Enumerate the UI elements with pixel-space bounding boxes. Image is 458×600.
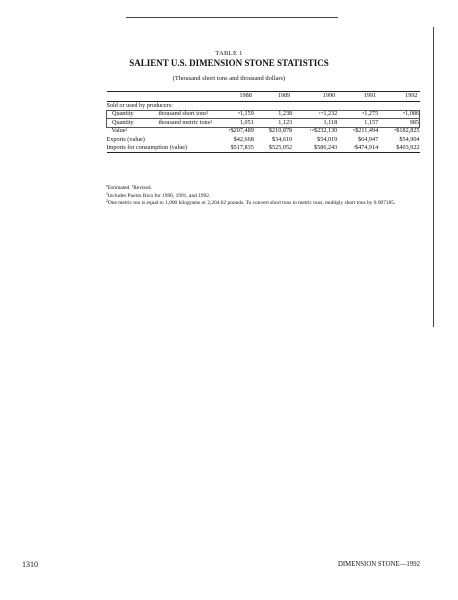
table-cell: $^e$\$182,825 bbox=[394, 127, 420, 135]
table-cell: $54,904 bbox=[399, 135, 420, 143]
section-label: Sold or used by producers: bbox=[106, 101, 173, 109]
table-cell: 1,157 bbox=[337, 119, 378, 128]
table-cell: $^r$\$474,914 bbox=[337, 144, 378, 153]
table-cell: 1,238 bbox=[254, 110, 292, 119]
table-cell: $586,243 bbox=[292, 144, 337, 153]
header-blank bbox=[107, 92, 213, 102]
year-header: 1990 bbox=[292, 92, 337, 102]
table-row bbox=[107, 144, 420, 153]
table-cell: $^e$\$211,494 bbox=[353, 127, 379, 135]
row-label: Quantity bbox=[107, 119, 159, 128]
table-cell: $525,052 bbox=[254, 144, 292, 153]
row-unit: thousand metric tons$^2$ bbox=[158, 118, 213, 126]
table-row bbox=[107, 110, 420, 119]
table-cell: $^e$1,159 bbox=[213, 110, 254, 119]
table-cell: $64,947 bbox=[358, 135, 379, 143]
table-cell: $^e$\$207,489 bbox=[228, 127, 254, 135]
table-cell: 1,051 bbox=[213, 119, 254, 128]
footnote: $^e$Estimated. $^r$Revised. bbox=[106, 184, 152, 191]
table-cell: $517,835 bbox=[213, 144, 254, 153]
top-rule bbox=[126, 17, 338, 18]
table-cell: $^e$1,086 bbox=[378, 110, 419, 119]
table-header-row bbox=[107, 92, 420, 102]
table-label: TABLE 1 bbox=[215, 50, 243, 57]
table-cell: $42,668 bbox=[233, 135, 254, 143]
year-header: 1988 bbox=[213, 92, 254, 102]
table-cell: $^{r e}$\$232,130 bbox=[309, 127, 338, 135]
section-row bbox=[107, 102, 420, 111]
right-margin-rule bbox=[433, 27, 434, 327]
footnote: $^1$Includes Puerto Rico for 1990, 1991, and 1992. bbox=[106, 191, 211, 199]
row-label: Exports (value) bbox=[106, 135, 145, 143]
year-header: 1991 bbox=[337, 92, 378, 102]
row-label: Imports for consumption (value) bbox=[107, 144, 213, 153]
table-row bbox=[107, 119, 420, 128]
table-cell: $210,878 bbox=[268, 127, 293, 135]
year-header: 1989 bbox=[254, 92, 292, 102]
statistics-table bbox=[106, 91, 420, 153]
table-cell: 1,118 bbox=[292, 119, 337, 128]
table-cell: $403,922 bbox=[378, 144, 419, 153]
table-row bbox=[107, 127, 420, 136]
footnote: $^2$One metric ton is equal to 1,000 kilograms or 2,204.62 pounds. To convert short tons to metric tons, multiply short tons by 0.907185. bbox=[106, 199, 396, 206]
table-subtitle: (Thousand short tons and thousand dollars) bbox=[172, 75, 286, 82]
row-label: Quantity bbox=[107, 110, 159, 119]
table-cell: 985 bbox=[378, 119, 419, 128]
row-label: Value$^1$ bbox=[111, 127, 128, 135]
table-cell: $^e$1,275 bbox=[337, 110, 378, 119]
table-title: SALIENT U.S. DIMENSION STONE STATISTICS bbox=[129, 58, 329, 68]
table-footnotes bbox=[106, 185, 395, 208]
table-cell: $34,610 bbox=[272, 135, 293, 143]
page-number: 1310 bbox=[22, 560, 38, 569]
table-cell: $^{r e}$1,232 bbox=[292, 110, 337, 119]
running-title: DIMENSION STONE—1992 bbox=[338, 561, 421, 568]
year-header: 1992 bbox=[378, 92, 419, 102]
table-row bbox=[107, 136, 420, 145]
table-cell: $54,019 bbox=[317, 135, 338, 143]
row-unit: thousand short tons$^1$ bbox=[159, 110, 213, 119]
table-cell: 1,123 bbox=[254, 119, 292, 128]
